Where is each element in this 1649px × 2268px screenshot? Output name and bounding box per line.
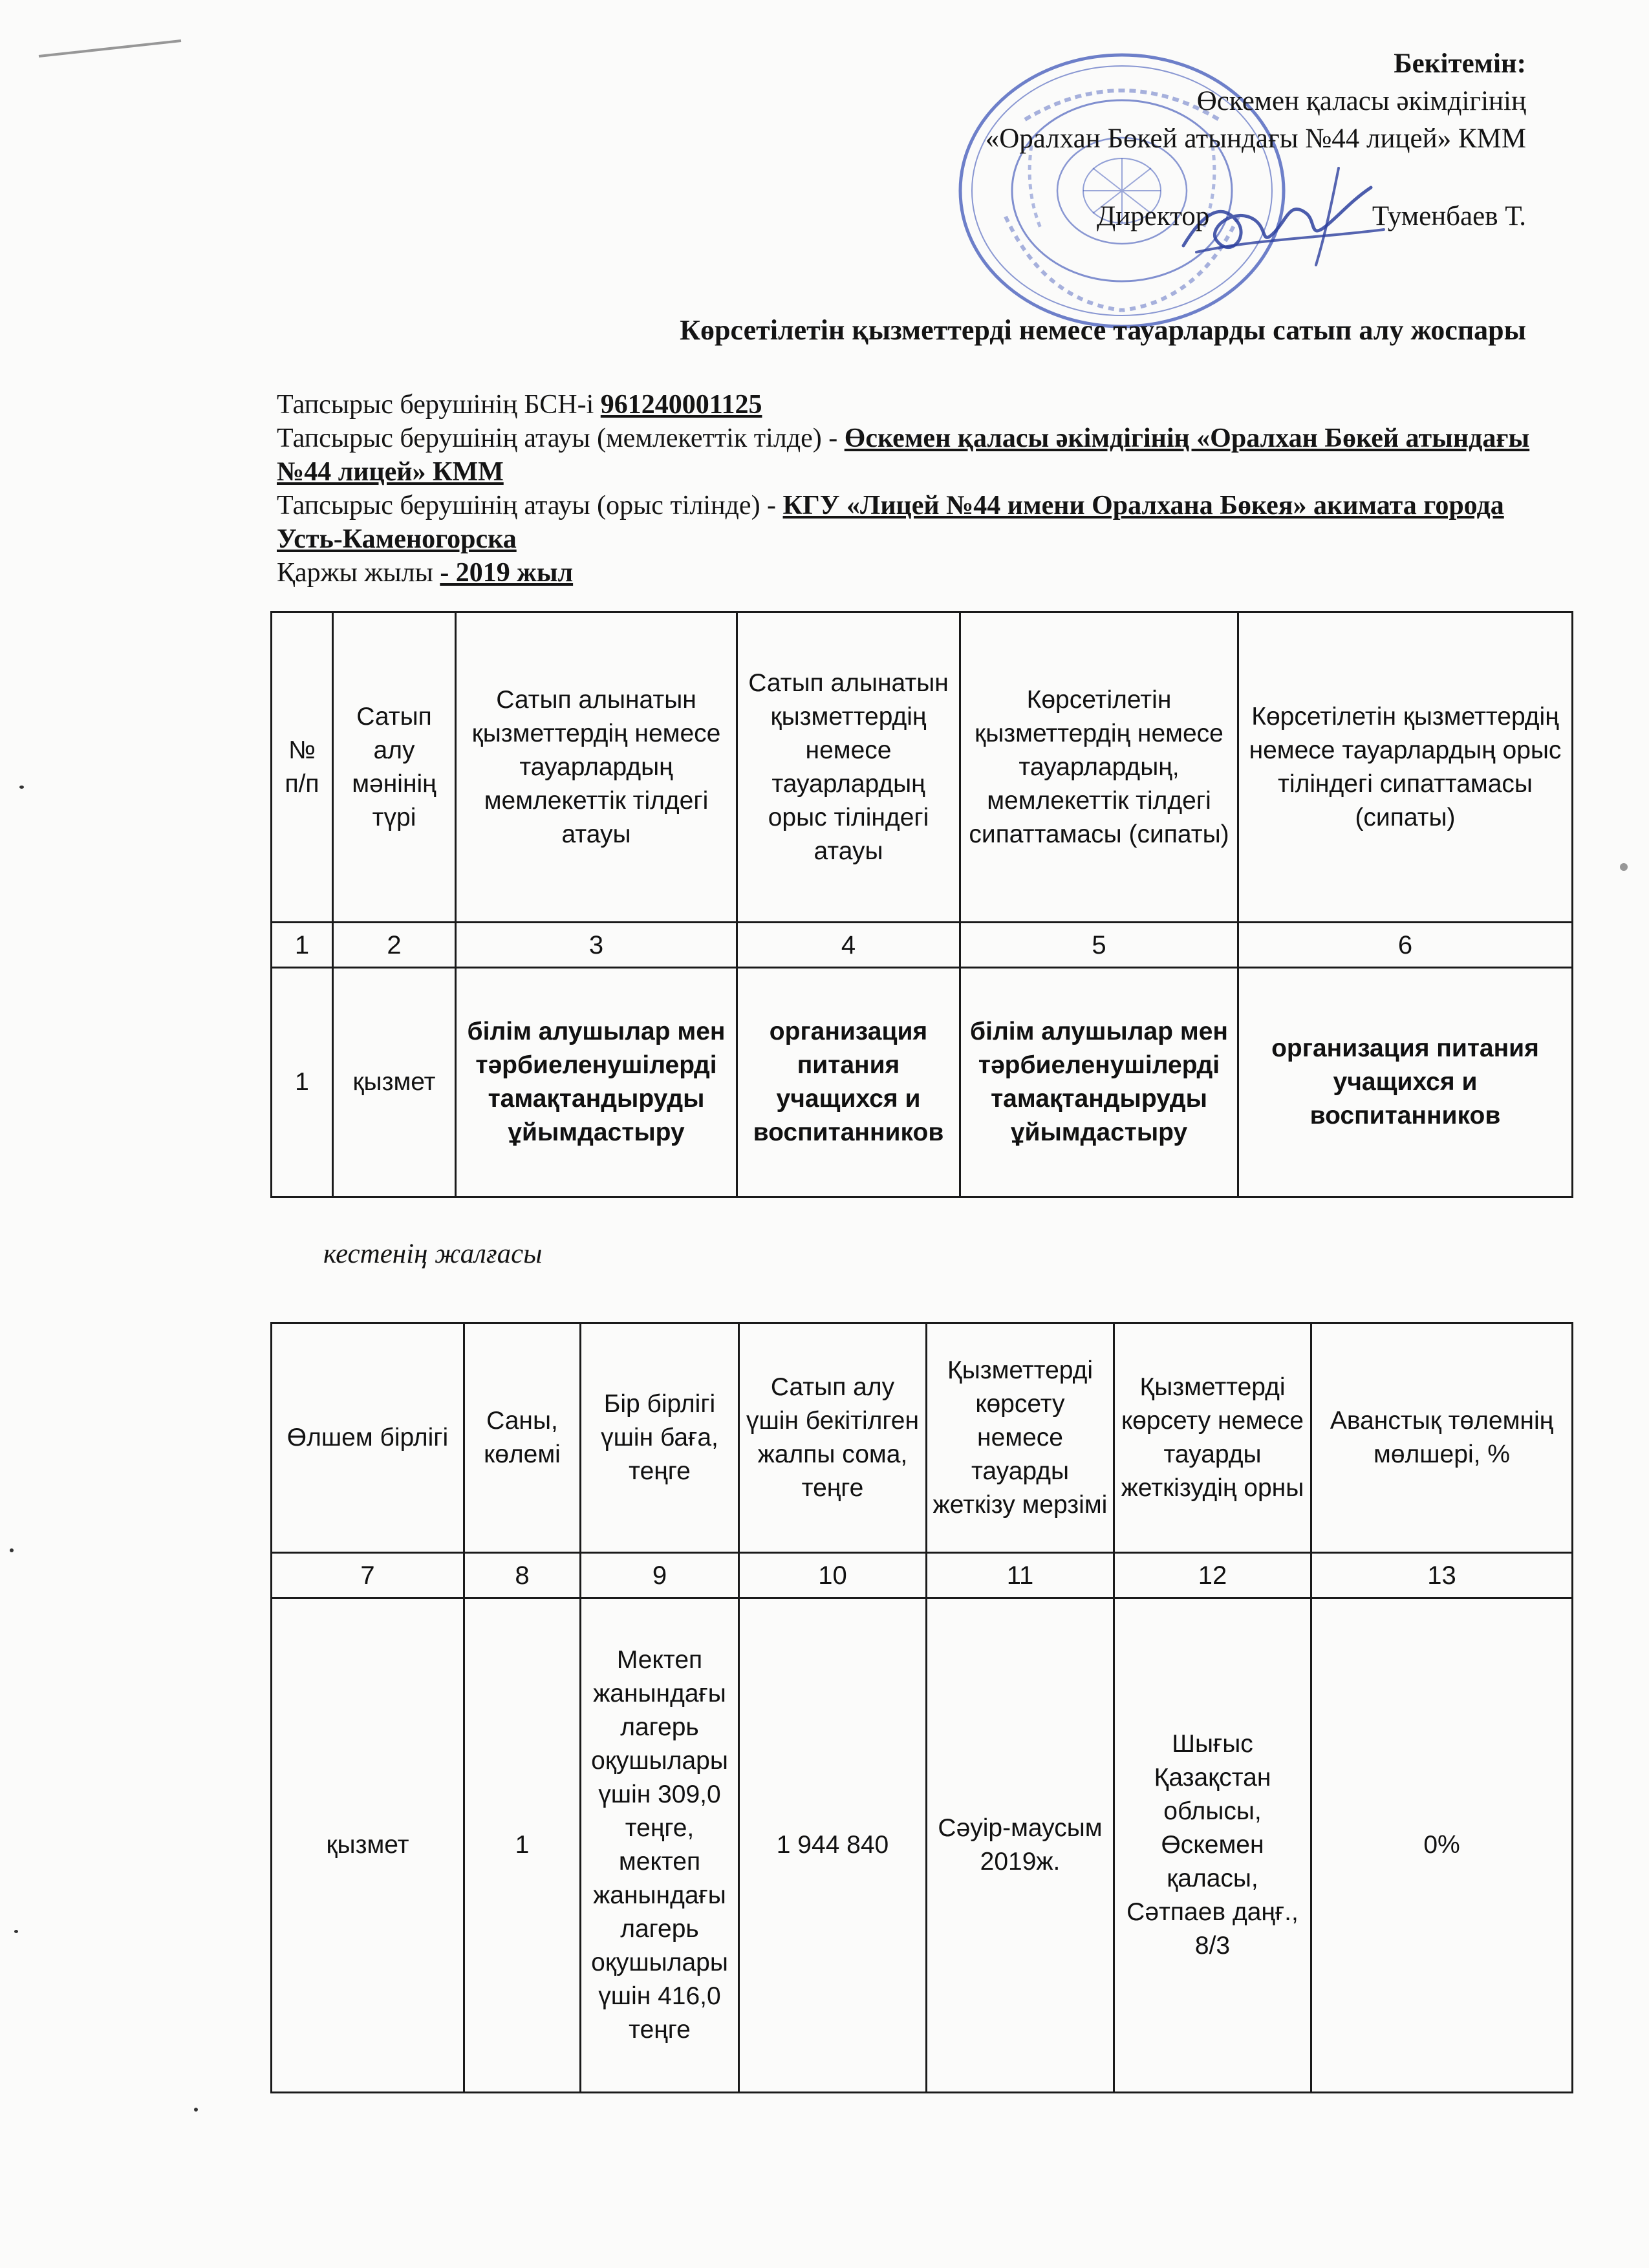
- header-cell: Сатып алу үшін бекітілген жалпы сома, теңге: [739, 1323, 927, 1553]
- bin-value: 961240001125: [600, 390, 762, 420]
- table-row: [272, 968, 1573, 1197]
- bin-label: Тапсырыс берушінің БСН-і: [277, 390, 594, 420]
- approval-block: [685, 45, 1526, 235]
- column-number: 8: [464, 1553, 581, 1598]
- column-number: 12: [1114, 1553, 1311, 1598]
- director-name: Туменбаев Т.: [1372, 201, 1526, 231]
- header-cell: Саны, көлемі: [464, 1323, 581, 1553]
- column-number: 13: [1311, 1553, 1573, 1598]
- column-number: 11: [927, 1553, 1114, 1598]
- column-number-row: [272, 1553, 1573, 1598]
- header-cell: Аванстық төлемнің мөлшері, %: [1311, 1323, 1573, 1553]
- table-cell: 1: [464, 1598, 581, 2093]
- column-number: 3: [456, 923, 737, 968]
- table-cell: білім алушылар мен тәрбиеленушілерді тамақтандыруды ұйымдастыру: [456, 968, 737, 1197]
- table-cell: Шығыс Қазақстан облысы, Өскемен қаласы, Сәтпаев даңғ., 8/3: [1114, 1598, 1311, 2093]
- column-number: 1: [272, 923, 333, 968]
- name-kz-line: [277, 422, 1538, 489]
- table-header-row: [272, 612, 1573, 923]
- document-title: Көрсетілетін қызметтерді немесе тауарларды сатып алу жоспары: [680, 314, 1526, 346]
- table-cell: 1 944 840: [739, 1598, 927, 2093]
- column-number: 10: [739, 1553, 927, 1598]
- header-cell: Көрсетілетін қызметтердің немесе тауарлардың, мемлекеттік тілдегі сипаттамасы (сипаты): [960, 612, 1238, 923]
- procurement-table-part-2: [270, 1322, 1573, 2093]
- header-cell: Сатып алынатын қызметтердің немесе тауарлардың мемлекеттік тілдегі атауы: [456, 612, 737, 923]
- header-cell: № п/п: [272, 612, 333, 923]
- approval-title: Бекітемін:: [1394, 48, 1526, 79]
- table-cell: Мектеп жанындағы лагерь оқушылары үшін 309,0 теңге, мектеп жанындағы лагерь оқушылары үшін 416,0 теңге: [581, 1598, 739, 2093]
- table-header-row: [272, 1323, 1573, 1553]
- scan-mark: [36, 36, 184, 61]
- approval-line-2: «Оралхан Бөкей атындағы №44 лицей» КММ: [985, 123, 1526, 154]
- table-cell: қызмет: [272, 1598, 464, 2093]
- column-number-row: [272, 923, 1573, 968]
- continuation-label: кестенің жалғасы: [323, 1239, 543, 1269]
- director-line: [685, 198, 1526, 235]
- column-number: 7: [272, 1553, 464, 1598]
- director-label: Директор: [1096, 201, 1210, 231]
- name-ru-line: [277, 489, 1538, 556]
- table-cell: білім алушылар мен тәрбиеленушілерді тамақтандыруды ұйымдастыру: [960, 968, 1238, 1197]
- year-value: - 2019 жыл: [440, 558, 574, 588]
- procurement-table-part-1: [270, 611, 1573, 1198]
- scan-speck: [10, 1548, 14, 1552]
- table-cell: 0%: [1311, 1598, 1573, 2093]
- scan-speck: [19, 786, 24, 789]
- bin-line: [277, 388, 1538, 422]
- column-number: 2: [333, 923, 456, 968]
- table-cell: организация питания учащихся и воспитанников: [1238, 968, 1573, 1197]
- column-number: 6: [1238, 923, 1573, 968]
- name-kz-label: Тапсырыс берушінің атауы (мемлекеттік тілде) -: [277, 423, 838, 453]
- year-line: [277, 556, 1538, 590]
- header-cell: Көрсетілетін қызметтердің немесе тауарлардың орыс тіліндегі сипаттамасы (сипаты): [1238, 612, 1573, 923]
- table-cell: Сәуір-маусым 2019ж.: [927, 1598, 1114, 2093]
- column-number: 5: [960, 923, 1238, 968]
- scan-speck: [194, 2108, 198, 2112]
- table-cell: 1: [272, 968, 333, 1197]
- year-label: Қаржы жылы: [277, 558, 433, 588]
- customer-info: [277, 388, 1538, 590]
- name-ru-label: Тапсырыс берушінің атауы (орыс тілінде) -: [277, 491, 777, 520]
- header-cell: Сатып алынатын қызметтердің немесе тауарлардың орыс тіліндегі атауы: [737, 612, 960, 923]
- scan-speck: [14, 1930, 18, 1933]
- column-number: 9: [581, 1553, 739, 1598]
- header-cell: Қызметтерді көрсету немесе тауарды жеткізу мерзімі: [927, 1323, 1114, 1553]
- scan-speck: [1620, 863, 1628, 871]
- header-cell: Қызметтерді көрсету немесе тауарды жеткізудің орны: [1114, 1323, 1311, 1553]
- name-ru-value: КГУ «Лицей №44 имени Оралхана Бөкея» акимата города Усть-Каменогорска: [277, 491, 1504, 554]
- table-cell: организация питания учащихся и воспитанников: [737, 968, 960, 1197]
- name-kz-value: Өскемен қаласы әкімдігінің «Оралхан Бөкей атындағы №44 лицей» КММ: [277, 423, 1530, 487]
- approval-line-1: Өскемен қаласы әкімдігінің: [1196, 86, 1526, 116]
- column-number: 4: [737, 923, 960, 968]
- table-cell: қызмет: [333, 968, 456, 1197]
- header-cell: Бір бірлігі үшін баға, теңге: [581, 1323, 739, 1553]
- table-row: [272, 1598, 1573, 2093]
- header-cell: Сатып алу мәнінің түрі: [333, 612, 456, 923]
- header-cell: Өлшем бірлігі: [272, 1323, 464, 1553]
